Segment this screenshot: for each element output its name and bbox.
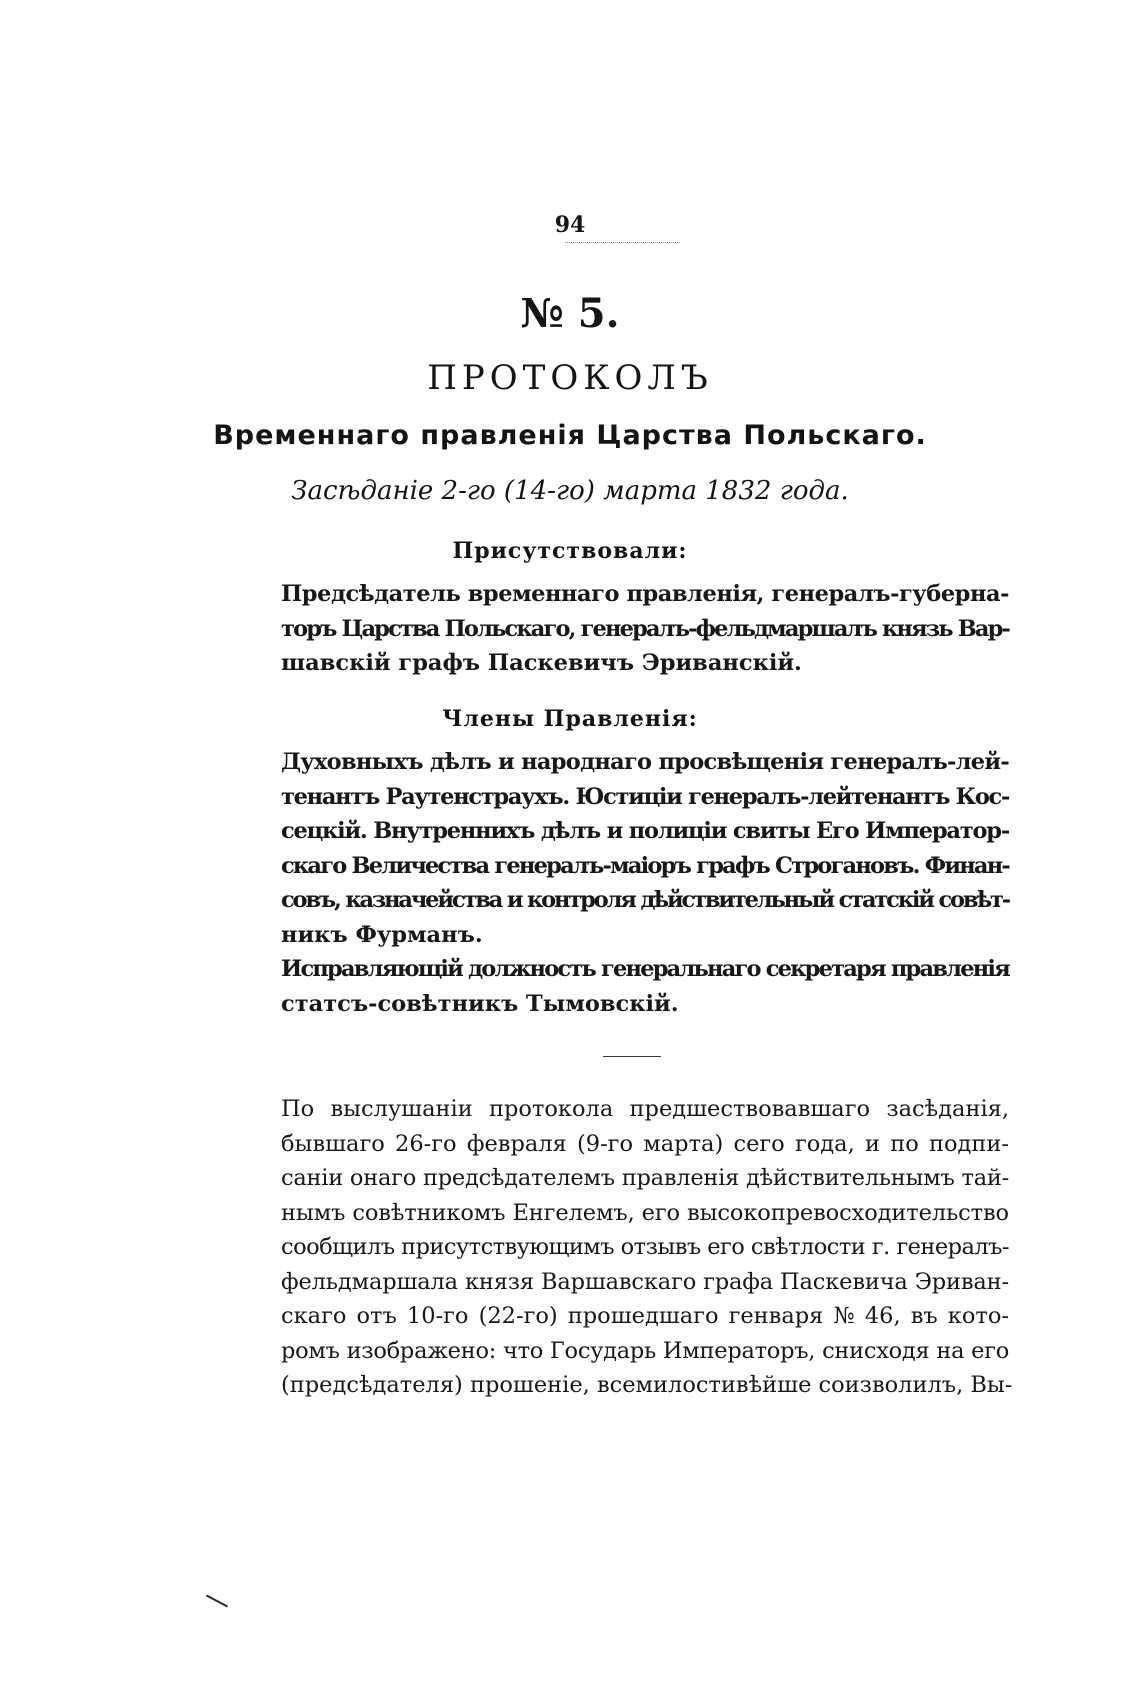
text-line: (предсѣдателя) прошеніе, всемилостивѣйше соизволилъ, Вы- — [281, 1372, 1013, 1398]
page-number-underline — [565, 242, 680, 243]
text-line: торъ Царства Польскаго, генералъ-фельдмаршалъ князь Вар- — [281, 615, 1009, 642]
text-line: фельдмаршала князя Варшавскаго графа Паскевича Эриван- — [281, 1268, 1009, 1295]
text-line: ромъ изображено: что Государь Императоръ, снисходя на его — [281, 1337, 1009, 1364]
text-line: бывшаго 26-го февраля (9-го марта) сего года, и по подпи- — [281, 1130, 1009, 1157]
text-line: По выслушаніи протокола предшествовавшаго засѣданія, — [281, 1096, 1009, 1122]
session-date: Засѣданіе 2-го (14-го) марта 1832 года. — [291, 476, 849, 506]
text-line: нымъ совѣтникомъ Енгелемъ, его высокопревосходительство — [281, 1199, 1009, 1226]
scan-speck — [206, 1594, 228, 1607]
institution-name: Временнаго правленія Царства Польскаго. — [213, 420, 927, 451]
text-line: статсъ-совѣтникъ Тымовскій. — [281, 990, 679, 1017]
chairman-paragraph — [281, 577, 1009, 681]
document-title: ПРОТОКОЛЪ — [427, 358, 713, 398]
text-line: сообщилъ присутствующимъ отзывъ его свѣтлости г. генералъ- — [281, 1234, 1009, 1260]
text-line: тенантъ Раутенстраухъ. Юстиціи генералъ-лейтенантъ Кос- — [281, 783, 1009, 810]
secretary-paragraph — [281, 952, 1009, 1021]
text-line: Духовныхъ дѣлъ и народнаго просвѣщенія генералъ-лей- — [281, 749, 1009, 775]
text-line: шавскій графъ Паскевичъ Эриванскій. — [281, 650, 802, 676]
members-paragraph — [281, 745, 1009, 952]
text-line: скаго отъ 10-го (22-го) прошедшаго генваря № 46, въ кото- — [281, 1303, 1009, 1329]
text-line: сецкій. Внутреннихъ дѣлъ и полиціи свиты Его Император- — [281, 818, 1009, 844]
text-line: скаго Величества генералъ-маіоръ графъ Строгановъ. Финан- — [281, 852, 1009, 879]
text-line: совъ, казначейства и контроля дѣйствительный статскій совѣт- — [281, 887, 1009, 913]
section-divider — [603, 1056, 661, 1057]
document-number: № 5. — [520, 290, 620, 337]
text-line: никъ Фурманъ. — [281, 921, 483, 948]
present-heading: Присутствовали: — [452, 538, 688, 564]
page-number: 94 — [554, 212, 586, 238]
text-line: саніи онаго предсѣдателемъ правленія дѣйствительнымъ тай- — [281, 1165, 1009, 1191]
main-paragraph — [281, 1092, 1013, 1403]
text-line: Исправляющій должность генеральнаго секретаря правленія — [281, 956, 1009, 982]
members-heading: Члены Правленія: — [442, 706, 698, 732]
text-line: Предсѣдатель временнаго правленія, генералъ-губерна- — [281, 581, 1009, 607]
